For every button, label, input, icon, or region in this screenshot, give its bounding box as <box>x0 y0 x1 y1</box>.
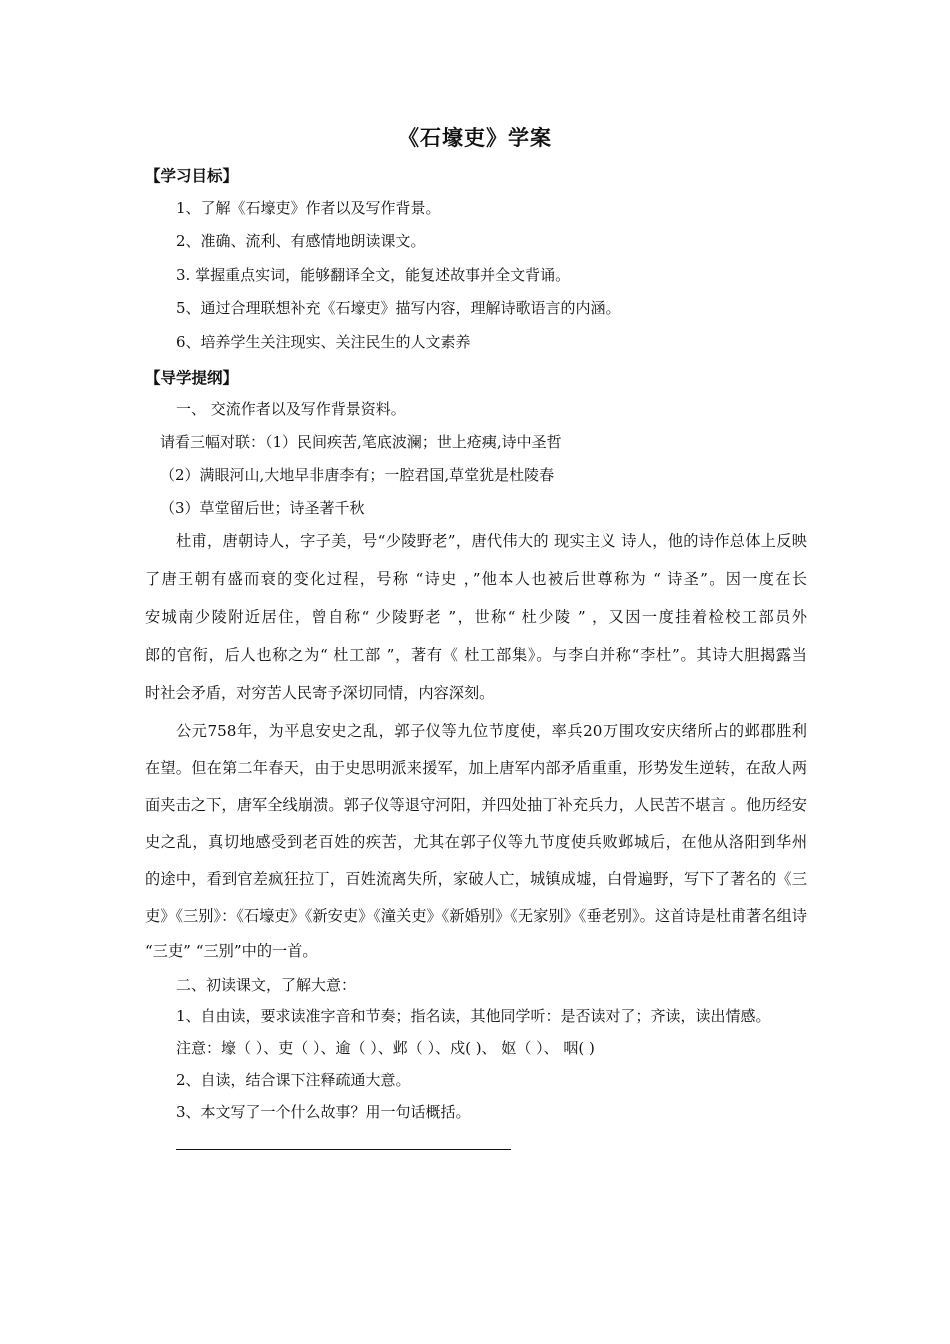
goal-item: 2、准确、流利、有感情地朗读课文。 <box>176 232 426 250</box>
paragraph-line: 吏》《三别》：《石壕吏》《新安吏》《潼关吏》《新婚别》《无家别》《垂老别》。这首诗是杜甫著名组诗 <box>145 907 807 925</box>
goal-item: 1、了解《石壕吏》作者以及写作背景。 <box>176 199 441 217</box>
paragraph-line: “三吏” “三别”中的一首。 <box>145 942 318 960</box>
answer-blank-line <box>176 1149 511 1150</box>
paragraph-line: 了唐王朝有盛而衰的变化过程，号称 “诗史 ，”他本人也被后世尊称为 “ 诗圣”。因一度在长 <box>145 570 807 588</box>
section-heading-learning-goals: 【学习目标】 <box>145 166 239 185</box>
paragraph-line: 的途中，看到官差疯狂拉丁，百姓流离失所，家破人亡，城镇成墟，白骨遍野，写下了著名的《三 <box>145 870 807 888</box>
couplet-line: （2）满眼河山,大地早非唐李有；一腔君国,草堂犹是杜陵春 <box>160 466 555 484</box>
couplet-line: （3）草堂留后世；诗圣著千秋 <box>160 499 365 517</box>
paragraph-line: 公元758年，为平息安史之乱，郭子仪等九位节度使，率兵20万围攻安庆绪所占的邺郡胜利 <box>176 722 807 740</box>
paragraph-line: 安城南少陵附近居住，曾自称“ 少陵野老 ”，世称“ 杜少陵 ” ，又因一度挂着检校工部员外 <box>145 608 807 626</box>
paragraph-line: 史之乱，真切地感受到老百姓的疾苦，尤其在郭子仪等九节度使兵败邺城后，在他从洛阳到华州 <box>145 833 807 851</box>
part-title: 二、初读课文，了解大意： <box>176 976 357 994</box>
part-title: 一、 交流作者以及写作背景资料。 <box>176 400 406 418</box>
couplet-line: 请看三幅对联：（1）民间疾苦,笔底波澜；世上疮痍,诗中圣哲 <box>160 433 562 451</box>
goal-item: 6、培养学生关注现实、关注民生的人文素养 <box>176 333 471 351</box>
paragraph-line: 在望。但在第二年春天，由于史思明派来援军，加上唐军内部矛盾重重，形势发生逆转，在敌人两 <box>145 759 807 777</box>
task-item: 2、自读，结合课下注释疏通大意。 <box>176 1071 411 1089</box>
goal-item: 3. 掌握重点实词，能够翻译全文，能复述故事并全文背诵。 <box>176 266 571 284</box>
goal-item: 5、通过合理联想补充《石壕吏》描写内容，理解诗歌语言的内涵。 <box>176 299 621 317</box>
paragraph-line: 郎的官衔，后人也称之为“ 杜工部 ”，著有《 杜工部集》。与李白并称“李杜”。其诗大胆揭露当 <box>145 646 807 664</box>
paragraph-line: 杜甫，唐朝诗人，字子美，号“少陵野老”，唐代伟大的 现实主义 诗人，他的诗作总体上反映 <box>176 532 807 550</box>
page-title: 《石壕吏》学案 <box>398 125 552 150</box>
paragraph-line: 时社会矛盾，对穷苦人民寄予深切同情，内容深刻。 <box>145 684 495 702</box>
paragraph-line: 面夹击之下，唐军全线崩溃。郭子仪等退守河阳，并四处抽丁补充兵力，人民苦不堪言 。他历经安 <box>145 796 807 814</box>
task-item: 3、本文写了一个什么故事？用一句话概括。 <box>176 1103 471 1121</box>
pronunciation-note: 注意：壕（ ）、吏（ ）、逾（ ）、邺（ ）、戍( )、 妪（ ）、 咽( ) <box>176 1039 595 1057</box>
section-heading-study-outline: 【导学提纲】 <box>145 368 239 387</box>
task-item: 1、自由读，要求读准字音和节奏；指名读，其他同学听：是否读对了；齐读，读出情感。 <box>176 1007 771 1025</box>
